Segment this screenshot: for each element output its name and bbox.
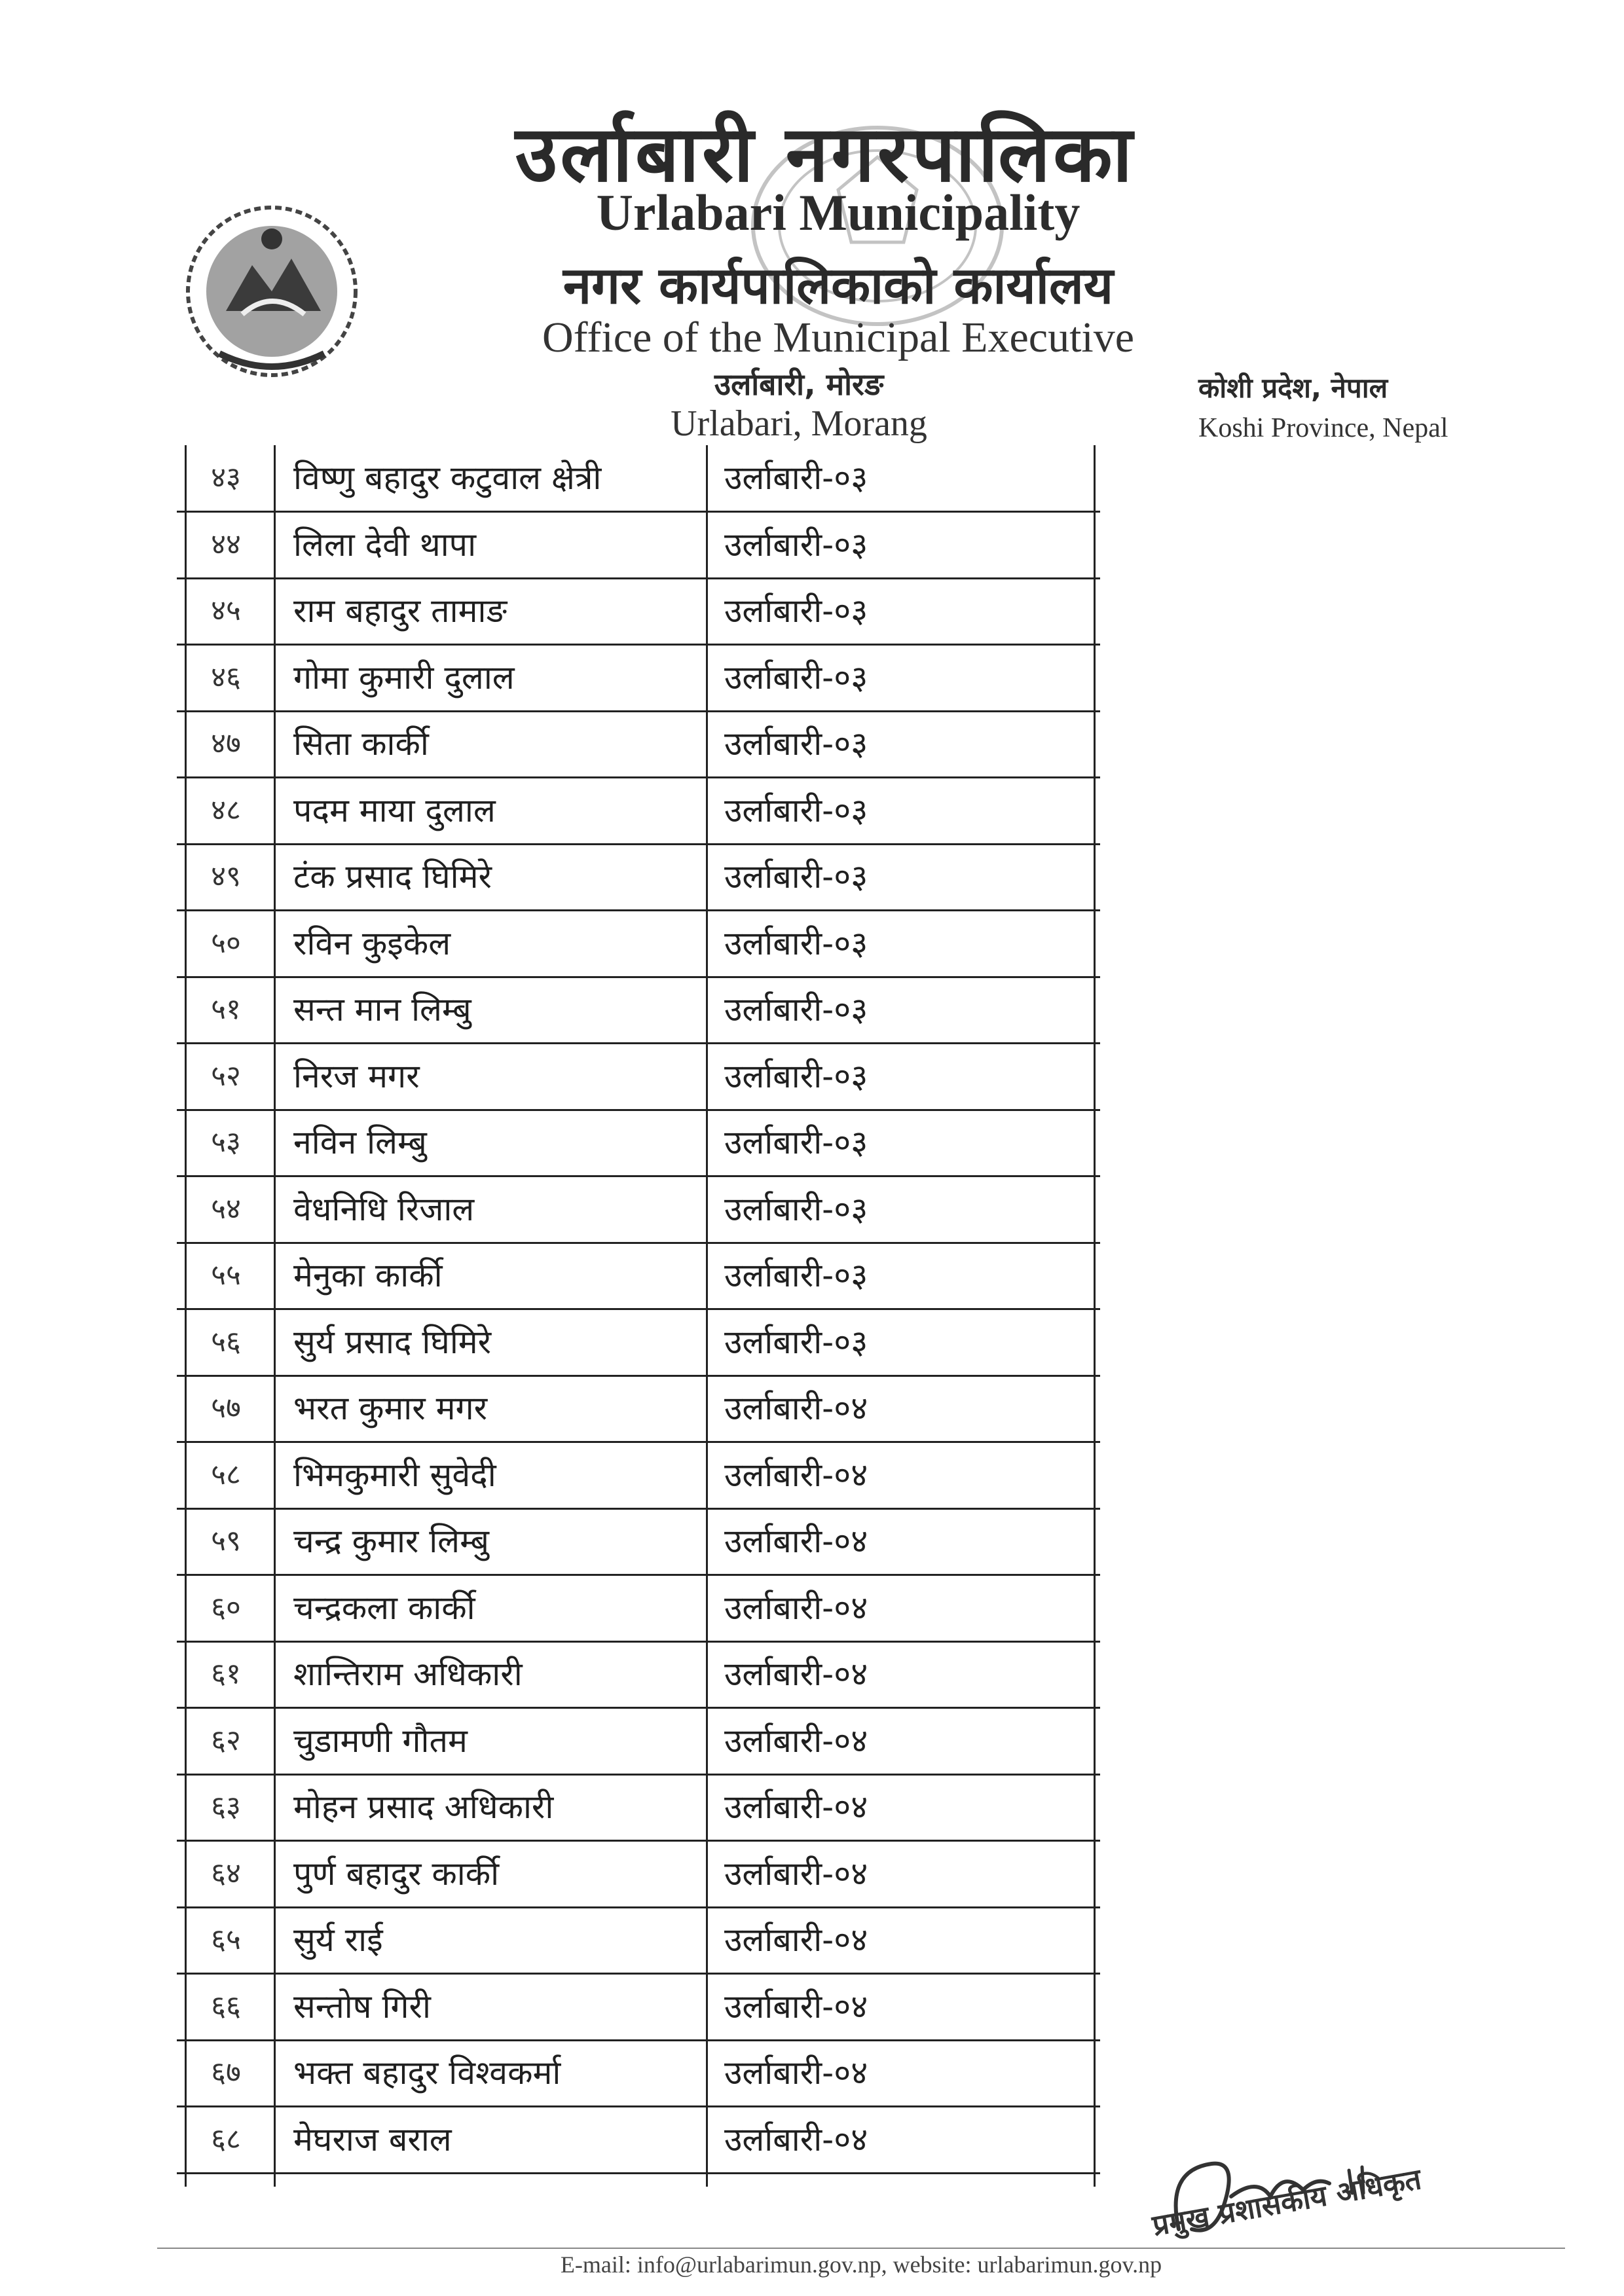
table-row [177, 1974, 1100, 2041]
address-cell: उर्लाबारी-०३ [724, 858, 868, 896]
name-cell: भिमकुमारी सुवेदी [293, 1455, 496, 1494]
name-cell: शान्तिराम अधिकारी [293, 1655, 523, 1693]
table-row [177, 977, 1100, 1044]
serial-number-cell: ५२ [211, 1059, 241, 1093]
serial-number-cell: ६७ [211, 2056, 241, 2089]
serial-number-cell: ५३ [211, 1125, 241, 1159]
address-cell: उर्लाबारी-०३ [724, 658, 868, 697]
table-row [177, 1508, 1100, 1576]
address-cell: उर्लाबारी-०३ [724, 525, 868, 564]
address-cell: उर्लाबारी-०४ [724, 1721, 868, 1760]
table-row [177, 1044, 1100, 1111]
serial-number-cell: ५४ [211, 1192, 241, 1226]
table-row [177, 711, 1100, 778]
serial-number-cell: ५१ [211, 993, 241, 1026]
table-row [177, 1907, 1100, 1975]
table-row [177, 1442, 1100, 1510]
serial-number-cell: ५९ [211, 1524, 241, 1558]
address-cell: उर्लाबारी-०३ [724, 592, 868, 630]
name-cell: चन्द्र कुमार लिम्बु [293, 1522, 489, 1560]
address-cell: उर्लाबारी-०३ [724, 1190, 868, 1228]
serial-number-cell: ४५ [211, 594, 241, 627]
municipality-title-english: Urlabari Municipality [596, 184, 1080, 241]
serial-number-cell: ६६ [211, 1989, 241, 2023]
name-cell: सिता कार्की [293, 725, 429, 763]
name-cell: नविन लिम्बु [293, 1123, 427, 1161]
name-cell: लिला देवी थापा [293, 525, 477, 564]
address-cell: उर्लाबारी-०४ [724, 1522, 868, 1560]
table-row [177, 645, 1100, 712]
address-cell: उर्लाबारी-०३ [724, 791, 868, 829]
address-cell: उर्लाबारी-०४ [724, 1588, 868, 1627]
table-row [177, 1243, 1100, 1310]
name-cell: टंक प्रसाद घिमिरे [293, 858, 492, 896]
address-cell: उर्लाबारी-०४ [724, 2120, 868, 2159]
table-row [177, 578, 1100, 646]
name-cell: विष्णु बहादुर कटुवाल क्षेत्री [293, 459, 602, 497]
name-cell: मेघराज बराल [293, 2120, 452, 2159]
table-row [177, 1176, 1100, 1244]
serial-number-cell: ४७ [211, 727, 241, 760]
address-cell: उर्लाबारी-०४ [724, 1987, 868, 2026]
name-cell: चन्द्रकला कार्की [293, 1588, 475, 1627]
table-row [177, 778, 1100, 845]
address-cell: उर्लाबारी-०३ [724, 924, 868, 962]
name-cell: सुर्य राई [293, 1921, 383, 1959]
address-cell: उर्लाबारी-०३ [724, 991, 868, 1029]
province-english: Koshi Province, Nepal [1198, 413, 1449, 443]
serial-number-cell: ५५ [211, 1258, 241, 1292]
address-nepali: उर्लाबारी, मोरङ [714, 367, 884, 402]
address-cell: उर्लाबारी-०३ [724, 1256, 868, 1294]
municipality-title-nepali: उर्लाबारी नगरपालिका [515, 109, 1135, 199]
address-cell: उर्लाबारी-०३ [724, 1322, 868, 1361]
name-cell: निरज मगर [293, 1057, 420, 1095]
serial-number-cell: ६२ [211, 1723, 241, 1757]
name-cell: मेनुका कार्की [293, 1256, 443, 1294]
table-row [177, 1309, 1100, 1377]
serial-number-cell: ६१ [211, 1657, 241, 1690]
address-cell: उर्लाबारी-०४ [724, 1788, 868, 1826]
name-cell: सुर्य प्रसाद घिमिरे [293, 1322, 492, 1361]
table-row [177, 1708, 1100, 1776]
table-row [177, 445, 1100, 513]
table-row [177, 512, 1100, 579]
serial-number-cell: ६८ [211, 2122, 241, 2156]
name-cell: पुर्ण बहादुर कार्की [293, 1854, 500, 1893]
table-row [177, 1841, 1100, 1908]
table-row [177, 1774, 1100, 1842]
address-cell: उर्लाबारी-०३ [724, 1123, 868, 1161]
footer-rule [157, 2248, 1565, 2249]
serial-number-cell: ४४ [211, 527, 241, 561]
serial-number-cell: ४९ [211, 860, 241, 893]
province-nepali: कोशी प्रदेश, नेपाल [1198, 372, 1388, 404]
serial-number-cell: ६० [211, 1590, 241, 1624]
serial-number-cell: ४६ [211, 660, 241, 694]
serial-number-cell: ४८ [211, 793, 241, 827]
table-row [177, 2107, 1100, 2174]
office-title-english: Office of the Municipal Executive [542, 314, 1135, 361]
name-cell: वेधनिधि रिजाल [293, 1190, 475, 1228]
address-cell: उर्लाबारी-०३ [724, 725, 868, 763]
address-cell: उर्लाबारी-०४ [724, 1921, 868, 1959]
table-row [177, 1110, 1100, 1177]
name-cell: भरत कुमार मगर [293, 1389, 488, 1427]
table-row [177, 844, 1100, 911]
name-cell: भक्त बहादुर विश्वकर्मा [293, 2054, 561, 2092]
serial-number-cell: ५७ [211, 1391, 241, 1425]
table-row [177, 1641, 1100, 1709]
name-cell: सन्त मान लिम्बु [293, 991, 471, 1029]
name-cell: सन्तोष गिरी [293, 1987, 431, 2026]
serial-number-cell: ५० [211, 926, 241, 960]
name-cell: पदम माया दुलाल [293, 791, 496, 829]
serial-number-cell: ६३ [211, 1790, 241, 1823]
name-cell: रविन कुइकेल [293, 924, 451, 962]
table-row [177, 1575, 1100, 1643]
address-cell: उर्लाबारी-०३ [724, 1057, 868, 1095]
name-cell: राम बहादुर तामाङ [293, 592, 507, 630]
address-cell: उर्लाबारी-०४ [724, 1455, 868, 1494]
name-cell: चुडामणी गौतम [293, 1721, 468, 1760]
serial-number-cell: ५८ [211, 1457, 241, 1491]
signer-title: प्रमुख प्रशासकीय अधिकृत [1150, 2162, 1424, 2243]
address-cell: उर्लाबारी-०३ [724, 459, 868, 497]
table-row [177, 1376, 1100, 1443]
footer-contact: E-mail: info@urlabarimun.gov.np, website: urlabarimun.gov.np [560, 2251, 1162, 2278]
nepal-government-emblem-icon [180, 200, 363, 383]
table-row [177, 2040, 1100, 2107]
serial-number-cell: ६५ [211, 1923, 241, 1956]
table-row [177, 911, 1100, 978]
address-cell: उर्लाबारी-०४ [724, 1389, 868, 1427]
serial-number-cell: ६४ [211, 1856, 241, 1890]
serial-number-cell: ५६ [211, 1324, 241, 1358]
name-cell: मोहन प्रसाद अधिकारी [293, 1788, 554, 1826]
serial-number-cell: ४३ [211, 461, 241, 494]
office-title-nepali: नगर कार्यपालिकाको कार्यालय [563, 257, 1114, 316]
name-cell: गोमा कुमारी दुलाल [293, 658, 515, 697]
address-cell: उर्लाबारी-०४ [724, 1854, 868, 1893]
address-english: Urlabari, Morang [671, 403, 927, 444]
address-cell: उर्लाबारी-०४ [724, 2054, 868, 2092]
address-cell: उर्लाबारी-०४ [724, 1655, 868, 1693]
